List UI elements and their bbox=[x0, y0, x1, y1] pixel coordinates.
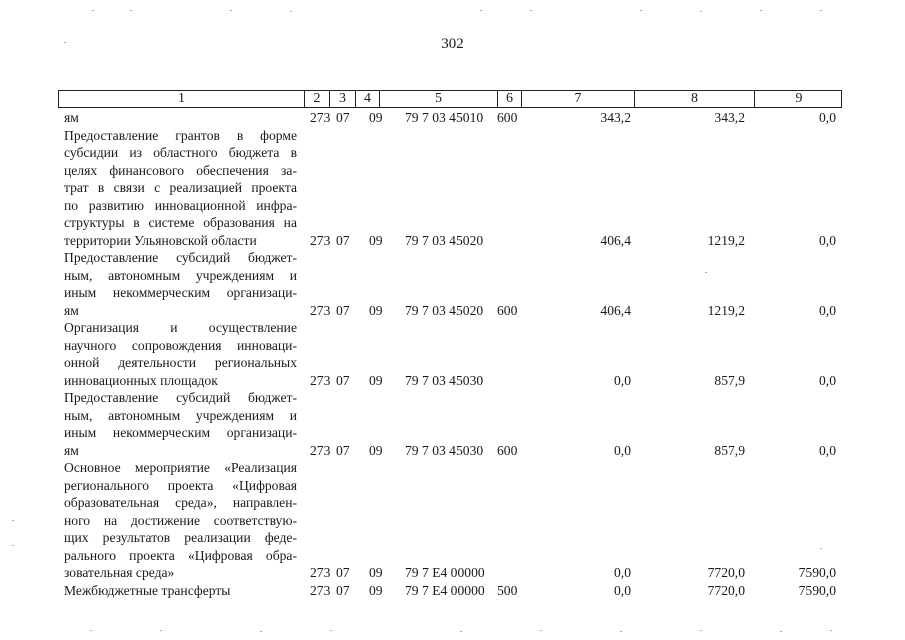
cell-col-8: 857,9 bbox=[714, 442, 745, 458]
cell-col-5: 79 7 03 45020 bbox=[405, 232, 484, 248]
header-cell: 2 bbox=[304, 91, 329, 107]
cell-col-3: 07 bbox=[336, 232, 350, 248]
scan-speck bbox=[12, 520, 14, 521]
cell-col-4: 09 bbox=[369, 372, 383, 388]
cell-col-7: 0,0 bbox=[614, 582, 631, 598]
cell-col-9: 0,0 bbox=[819, 372, 836, 388]
cell-col-3: 07 bbox=[336, 565, 350, 580]
scan-speck bbox=[540, 630, 542, 631]
description-line: целях финансового обеспечения за- bbox=[64, 162, 297, 178]
cell-col-9: 0,0 bbox=[819, 442, 836, 458]
scan-speck bbox=[330, 630, 332, 631]
cell-col-8: 1219,2 bbox=[707, 232, 745, 248]
scan-speck bbox=[620, 631, 622, 632]
description-line: ям bbox=[64, 110, 79, 125]
scan-speck bbox=[700, 11, 702, 12]
cell-col-3: 07 bbox=[336, 372, 350, 388]
header-cell: 3 bbox=[329, 91, 355, 107]
cell-col-3: 07 bbox=[336, 110, 350, 125]
cell-col-5: 79 7 E4 00000 bbox=[405, 582, 485, 598]
scan-speck bbox=[700, 630, 702, 631]
scan-speck bbox=[705, 272, 707, 273]
cell-col-2: 273 bbox=[310, 582, 331, 598]
description-line: онной деятельности региональных bbox=[64, 355, 297, 370]
description-line: территории Ульяновской области bbox=[64, 232, 257, 248]
cell-col-2: 273 bbox=[310, 442, 331, 458]
description-line: образовательная среда», направлен- bbox=[64, 495, 297, 510]
description-line: структуры в системе образования на bbox=[64, 215, 297, 230]
cell-col-7: 406,4 bbox=[600, 232, 631, 248]
scan-speck bbox=[290, 11, 292, 12]
row-description bbox=[64, 319, 297, 389]
description-line: субсидии из областного бюджета в bbox=[64, 145, 297, 160]
description-line: Организация и осуществление bbox=[64, 320, 297, 335]
cell-col-9: 0,0 bbox=[819, 232, 836, 248]
description-line: иным некоммерческим организаци- bbox=[64, 285, 297, 300]
cell-col-4: 09 bbox=[369, 442, 383, 458]
description-line: трат в связи с реализацией проекта bbox=[64, 180, 297, 195]
scan-speck bbox=[90, 630, 92, 631]
description-line: ям bbox=[64, 302, 79, 318]
cell-col-5: 79 7 03 45030 bbox=[405, 442, 484, 458]
description-line: зовательная среда» bbox=[64, 565, 175, 580]
cell-col-8: 1219,2 bbox=[707, 302, 745, 318]
row-description bbox=[64, 249, 297, 319]
cell-col-2: 273 bbox=[310, 372, 331, 388]
header-cell: 9 bbox=[754, 91, 843, 107]
scan-speck bbox=[640, 10, 642, 11]
header-cell: 1 bbox=[178, 91, 185, 106]
cell-col-9: 7590,0 bbox=[798, 582, 836, 598]
description-line: регионального проекта «Цифровая bbox=[64, 477, 297, 493]
description-line: Предоставление субсидий бюджет- bbox=[64, 390, 297, 405]
description-line: щих результатов реализации феде- bbox=[64, 530, 297, 545]
cell-col-4: 09 bbox=[369, 582, 383, 598]
cell-col-5: 79 7 03 45030 bbox=[405, 372, 484, 388]
cell-col-7: 0,0 bbox=[614, 565, 631, 580]
cell-col-8: 7720,0 bbox=[707, 565, 745, 580]
scan-speck bbox=[460, 631, 462, 632]
page-number: 302 bbox=[441, 36, 464, 52]
cell-col-2: 273 bbox=[310, 565, 331, 580]
scan-speck bbox=[820, 548, 822, 549]
scan-speck bbox=[530, 10, 532, 11]
description-line: ным, автономным учреждениям и bbox=[64, 407, 297, 423]
cell-col-9: 0,0 bbox=[819, 302, 836, 318]
cell-col-7: 343,2 bbox=[600, 110, 631, 125]
cell-col-7: 406,4 bbox=[600, 302, 631, 318]
header-cell: 4 bbox=[355, 91, 379, 107]
description-line: по развитию инновационной инфра- bbox=[64, 197, 297, 213]
row-description bbox=[64, 459, 297, 582]
row-description bbox=[64, 389, 297, 459]
header-cell: 7 bbox=[521, 91, 634, 107]
description-line: Предоставление грантов в форме bbox=[64, 127, 297, 143]
cell-col-5: 79 7 03 45020 bbox=[405, 302, 484, 318]
description-line: Межбюджетные трансферты bbox=[64, 582, 231, 598]
cell-col-8: 857,9 bbox=[714, 372, 745, 388]
description-line: рального проекта «Цифровая обра- bbox=[64, 547, 297, 563]
cell-col-3: 07 bbox=[336, 302, 350, 318]
cell-col-8: 7720,0 bbox=[707, 582, 745, 598]
cell-col-9: 0,0 bbox=[819, 110, 836, 125]
scan-speck bbox=[480, 10, 482, 11]
scan-speck bbox=[160, 630, 162, 631]
scan-speck bbox=[64, 42, 66, 43]
cell-col-3: 07 bbox=[336, 582, 350, 598]
cell-col-4: 09 bbox=[369, 302, 383, 318]
row-description bbox=[64, 109, 297, 127]
cell-col-2: 273 bbox=[310, 232, 331, 248]
cell-col-8: 343,2 bbox=[714, 110, 745, 125]
row-description bbox=[64, 582, 297, 600]
description-line: Основное мероприятие «Реализация bbox=[64, 460, 297, 475]
scan-speck bbox=[820, 10, 822, 11]
cell-col-5: 79 7 E4 00000 bbox=[405, 565, 485, 580]
description-line: иным некоммерческим организаци- bbox=[64, 425, 297, 440]
scan-speck bbox=[92, 10, 94, 11]
cell-col-6: 500 bbox=[497, 582, 518, 598]
scan-speck bbox=[760, 10, 762, 11]
scan-speck bbox=[780, 631, 782, 632]
cell-col-3: 07 bbox=[336, 442, 350, 458]
cell-col-6: 600 bbox=[497, 302, 518, 318]
cell-col-6: 600 bbox=[497, 110, 518, 125]
cell-col-9: 7590,0 bbox=[798, 565, 836, 580]
header-cell: 8 bbox=[634, 91, 754, 107]
cell-col-4: 09 bbox=[369, 110, 383, 125]
cell-col-4: 09 bbox=[369, 565, 383, 580]
table-header bbox=[58, 90, 842, 108]
cell-col-4: 09 bbox=[369, 232, 383, 248]
description-line: инновационных площадок bbox=[64, 372, 218, 388]
cell-col-7: 0,0 bbox=[614, 372, 631, 388]
scan-speck bbox=[130, 10, 132, 11]
header-cell: 6 bbox=[497, 91, 521, 107]
cell-col-7: 0,0 bbox=[614, 442, 631, 458]
scan-speck bbox=[830, 630, 832, 631]
header-cell: 5 bbox=[379, 91, 497, 107]
row-description bbox=[64, 127, 297, 250]
cell-col-6: 600 bbox=[497, 442, 518, 458]
cell-col-2: 273 bbox=[310, 110, 331, 125]
scan-speck bbox=[260, 631, 262, 632]
description-line: ного на достижение соответствую- bbox=[64, 512, 297, 528]
scan-speck bbox=[12, 545, 14, 546]
description-line: научного сопровождения инноваци- bbox=[64, 337, 297, 353]
description-line: ям bbox=[64, 442, 79, 458]
description-line: Предоставление субсидий бюджет- bbox=[64, 250, 297, 265]
cell-col-5: 79 7 03 45010 bbox=[405, 110, 484, 125]
cell-col-2: 273 bbox=[310, 302, 331, 318]
scan-speck bbox=[230, 10, 232, 11]
description-line: ным, автономным учреждениям и bbox=[64, 267, 297, 283]
